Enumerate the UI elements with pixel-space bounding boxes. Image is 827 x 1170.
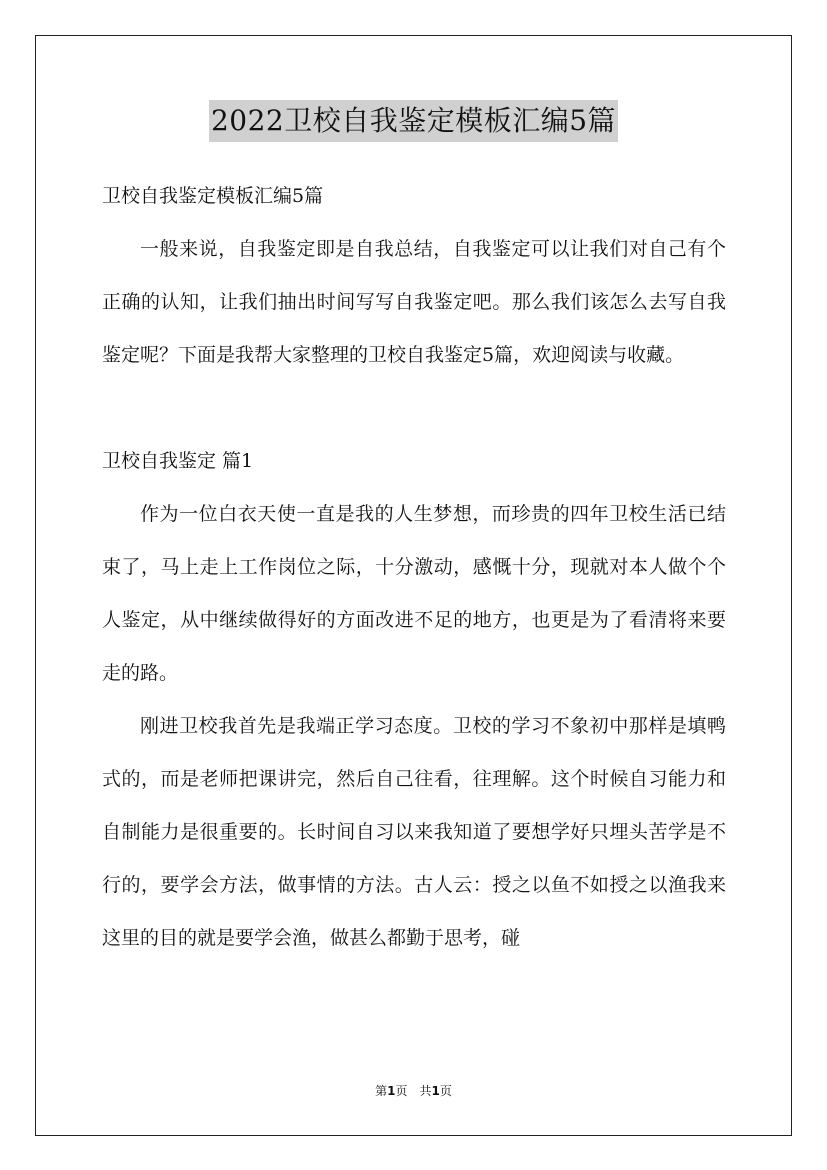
intro-paragraph: 一般来说，自我鉴定即是自我总结，自我鉴定可以让我们对自己有个正确的认知，让我们抽出时间写写自我鉴定吧。那么我们该怎么去写自我鉴定呢？下面是我帮大家整理的卫校自我鉴定5篇，欢迎阅读与收藏。 — [102, 238, 726, 366]
document-body — [102, 170, 726, 965]
page-footer — [0, 1083, 827, 1099]
title-container — [0, 100, 827, 142]
section-paragraph-1: 作为一位白衣天使一直是我的人生梦想，而珍贵的四年卫校生活已结束了，马上走上工作岗位之际，十分激动，感慨十分，现就对本人做个个人鉴定，从中继续做得好的方面改进不足的地方，也更是为了看清将来要走的路。 — [102, 503, 726, 684]
page-current: 1 — [387, 1084, 396, 1098]
page-prefix: 第 — [375, 1084, 388, 1098]
section-paragraph-2: 刚进卫校我首先是我端正学习态度。卫校的学习不象初中那样是填鸭式的，而是老师把课讲完，然后自己往看，往理解。这个时候自习能力和自制能力是很重要的。长时间自习以来我知道了要想学好只埋头苦学是不行的，要学会方法，做事情的方法。古人云：授之以鱼不如授之以渔我来这里的目的就是要学会渔，做甚么都勤于思考，碰 — [102, 715, 726, 949]
document-title: 2022卫校自我鉴定模板汇编5篇 — [209, 100, 618, 142]
document-subtitle: 卫校自我鉴定模板汇编5篇 — [102, 185, 324, 207]
page-suffix: 页 — [439, 1084, 452, 1098]
page-total: 1 — [431, 1084, 440, 1098]
page-mid: 页 共 — [395, 1084, 432, 1098]
paragraph-gap — [102, 382, 726, 435]
section-heading: 卫校自我鉴定 篇1 — [102, 450, 254, 472]
